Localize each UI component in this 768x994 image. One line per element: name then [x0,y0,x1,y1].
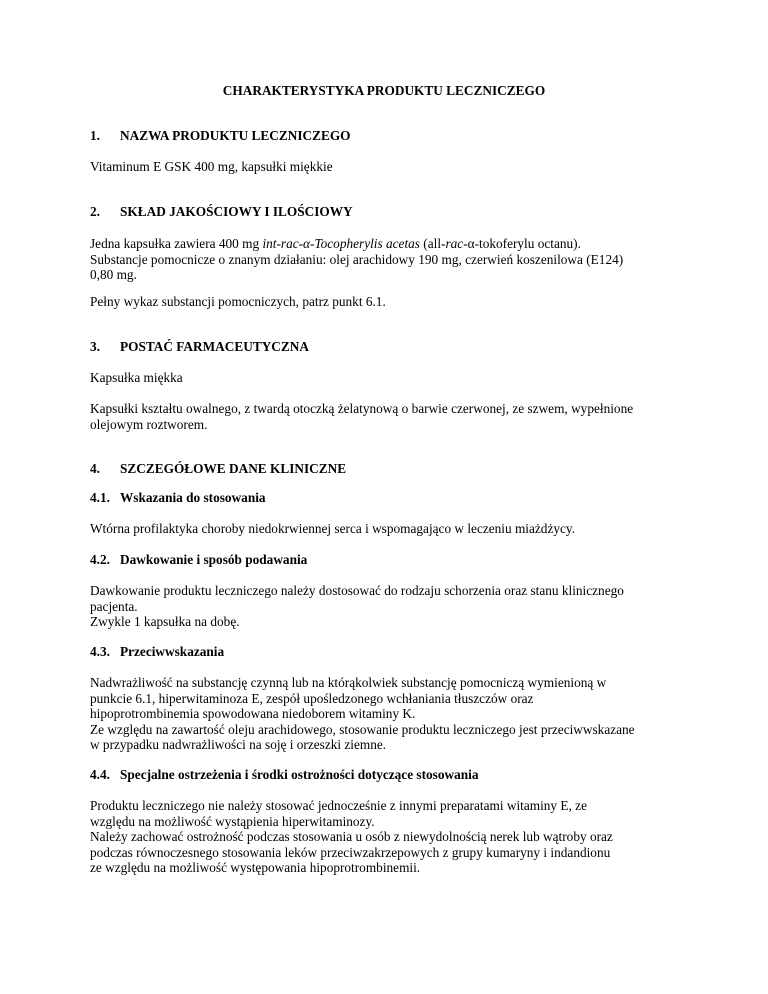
section-2-paragraph-2: Pełny wykaz substancji pomocniczych, patrz punkt 6.1. [90,294,386,309]
section-1-text: Vitaminum E GSK 400 mg, kapsułki miękkie [90,159,333,174]
excipients-line-end: 0,80 mg. [90,267,137,283]
section-4-2-heading [90,552,688,568]
subsection-title: Przeciwwskazania [120,644,225,659]
text-line: Ze względu na zawartość oleju arachidowego, stosowanie produktu leczniczego jest przeciwwskazane [90,721,635,737]
text-run: (all- [419,236,446,251]
subsection-title: Wskazania do stosowania [120,490,266,505]
text-line: Zwykle 1 kapsułka na dobę. [90,614,240,630]
subsection-number: 4.2. [90,552,110,567]
composition-line [90,236,688,252]
text-line: punkcie 6.1, hiperwitaminoza E, zespół upośledzonego wchłaniania tłuszczów oraz [90,690,534,706]
excipients-line: Substancje pomocnicze o znanym działaniu: olej arachidowy 190 mg, czerwień koszenilowa (E124) [90,251,624,267]
document-title: CHARAKTERYSTYKA PRODUKTU LECZNICZEGO [222,83,546,98]
section-1-heading [90,128,688,144]
subsection-title: Dawkowanie i sposób podawania [120,552,308,567]
section-4-1-heading [90,490,688,506]
section-4-1-text: Wtórna profilaktyka choroby niedokrwiennej serca i wspomagająco w leczeniu miażdżycy. [90,521,576,536]
text-line: pacjenta. [90,598,138,614]
text-line: względu na możliwość wystąpienia hiperwitaminozy. [90,813,375,829]
section-3-paragraph-1: Kapsułka miękka [90,370,183,385]
text-line: Kapsułki kształtu owalnego, z twardą otoczką żelatynową o barwie czerwonej, ze szwem, wypełnione [90,401,634,416]
section-4-4-text [90,798,688,876]
section-2-paragraph-1 [90,236,688,283]
subsection-number: 4.1. [90,490,110,505]
section-4-4-heading [90,767,688,783]
section-number: 4. [90,461,100,476]
text-line: Nadwrażliwość na substancję czynną lub na którąkolwiek substancję pomocniczą wymienioną w [90,675,607,690]
section-title: SZCZEGÓŁOWE DANE KLINICZNE [120,461,347,476]
section-3-heading [90,339,688,355]
section-title: SKŁAD JAKOŚCIOWY I ILOŚCIOWY [120,204,353,219]
section-4-3-text [90,675,688,753]
section-number: 2. [90,204,100,219]
subsection-number: 4.4. [90,767,110,782]
text-line: w przypadku nadwrażliwości na soję i orzeszki ziemne. [90,737,387,753]
section-title: NAZWA PRODUKTU LECZNICZEGO [120,128,351,143]
italic-rac: rac [445,236,464,251]
italic-substance-name: int-rac-α-Tocopherylis acetas [262,236,420,251]
text-run: Jedna kapsułka zawiera 400 mg [90,236,263,251]
subsection-number: 4.3. [90,644,110,659]
section-title: POSTAĆ FARMACEUTYCZNA [120,339,309,354]
section-2-heading [90,204,688,220]
text-run: -α-tokoferylu octanu). [463,236,581,251]
text-line: ze względu na możliwość występowania hipoprotrombinemii. [90,860,421,876]
section-number: 3. [90,339,100,354]
text-line: Dawkowanie produktu leczniczego należy dostosować do rodzaju schorzenia oraz stanu klinicznego [90,583,624,598]
text-line: olejowym roztworem. [90,416,208,432]
section-4-3-heading [90,644,688,660]
section-4-heading [90,461,688,477]
text-line: Produktu leczniczego nie należy stosować jednocześnie z innymi preparatami witaminy E, ze [90,798,587,813]
section-number: 1. [90,128,100,143]
section-3-paragraph-2 [90,401,688,432]
subsection-title: Specjalne ostrzeżenia i środki ostrożności dotyczące stosowania [120,767,479,782]
text-line: Należy zachować ostrożność podczas stosowania u osób z niewydolnością nerek lub wątroby oraz [90,829,613,845]
text-line: hipoprotrombinemia spowodowana niedoborem witaminy K. [90,706,416,722]
section-4-2-text [90,583,688,630]
text-line: podczas równoczesnego stosowania leków przeciwzakrzepowych z grupy kumaryny i indandionu [90,844,611,860]
